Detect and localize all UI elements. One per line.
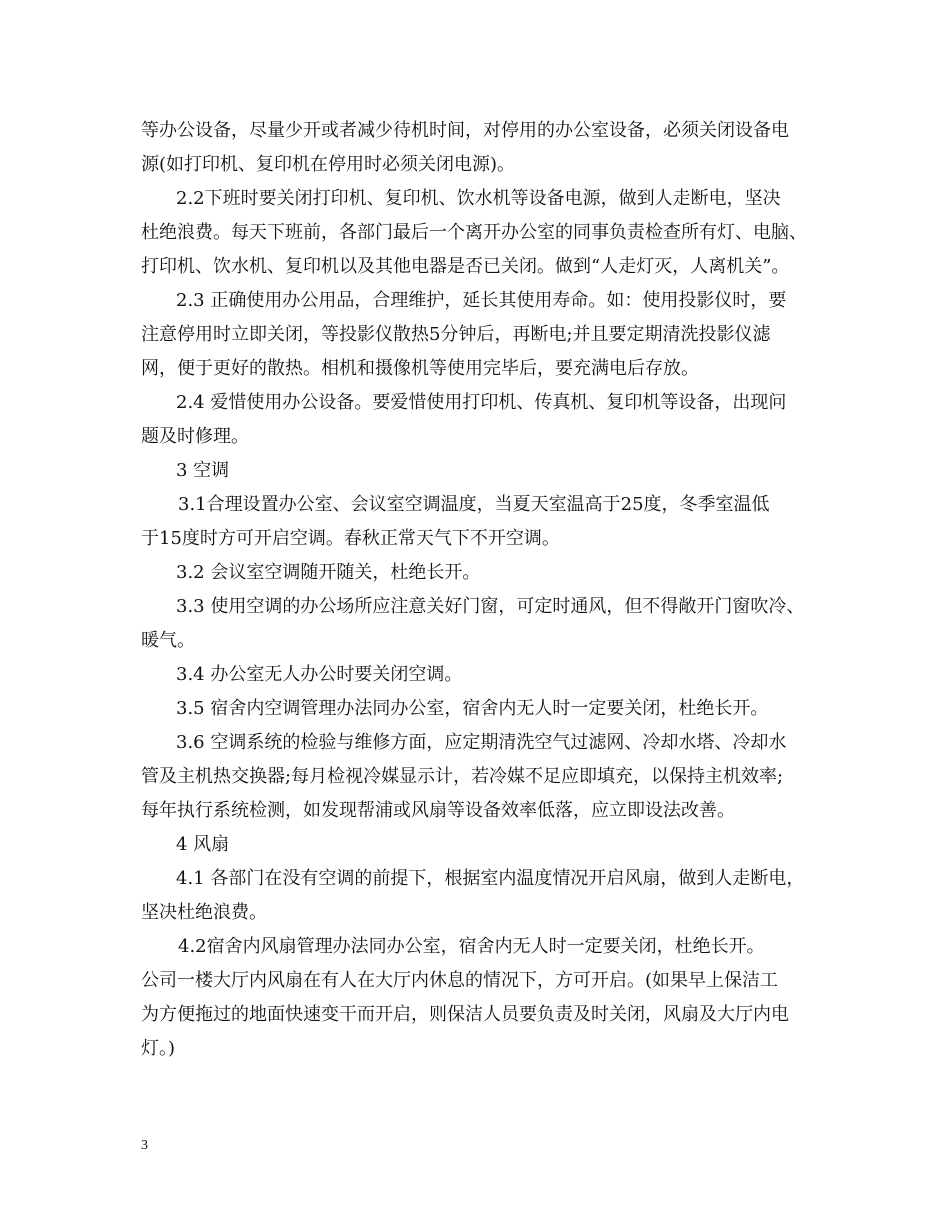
text-line: 源(如打印机、复印机在停用时必须关闭电源)。: [141, 154, 516, 175]
text-line: 打印机、饮水机、复印机以及其他电器是否已关闭。做到“人走灯灭，人离机关”。: [141, 256, 790, 277]
text-line: 3.6 空调系统的检验与维修方面，应定期清洗空气过滤网、冷却水塔、冷却水: [176, 732, 787, 753]
text-line: 3.5 宿舍内空调管理办法同办公室，宿舍内无人时一定要关闭，杜绝长开。: [176, 698, 769, 719]
text-line: 3.2 会议室空调随开随关，杜绝长开。: [176, 562, 481, 583]
text-line: 为方便拖过的地面快速变干而开启，则保洁人员要负责及时关闭，风扇及大厅内电: [141, 1004, 789, 1025]
text-line: 2.4 爱惜使用办公设备。要爱惜使用打印机、传真机、复印机等设备，出现问: [176, 392, 787, 413]
text-line: 每年执行系统检测，如发现帮浦或风扇等设备效率低落，应立即设法改善。: [141, 800, 735, 821]
text-line: 公司一楼大厅内风扇在有人在大厅内休息的情况下，方可开启。(如果早上保洁工: [141, 970, 779, 991]
section-heading: 4 风扇: [176, 834, 230, 855]
text-line: 3.1合理设置办公室、会议室空调温度，当夏天室温高于25度，冬季室温低: [178, 494, 770, 515]
text-line: 等办公设备，尽量少开或者减少待机时间，对停用的办公室设备，必须关闭设备电: [141, 120, 789, 141]
text-line: 3.3 使用空调的办公场所应注意关好门窗，可定时通风，但不得敞开门窗吹冷、: [176, 596, 805, 617]
text-line: 暖气。: [141, 630, 195, 651]
text-line: 管及主机热交换器;每月检视冷媒显示计，若冷媒不足应即填充，以保持主机效率;: [141, 766, 784, 787]
section-heading: 3 空调: [176, 460, 230, 481]
text-line: 4.1 各部门在没有空调的前提下，根据室内温度情况开启风扇，做到人走断电，: [176, 868, 805, 889]
text-line: 网，便于更好的散热。相机和摄像机等使用完毕后，要充满电后存放。: [141, 358, 699, 379]
text-line: 杜绝浪费。每天下班前，各部门最后一个离开办公室的同事负责检查所有灯、电脑、: [141, 222, 807, 243]
text-line: 坚决杜绝浪费。: [141, 902, 267, 923]
text-line: 2.3 正确使用办公用品，合理维护，延长其使用寿命。如：使用投影仪时，要: [176, 290, 787, 311]
text-line: 题及时修理。: [141, 426, 249, 447]
text-line: 注意停用时立即关闭，等投影仪散热5分钟后，再断电;并且要定期清洗投影仪滤: [141, 324, 771, 345]
text-line: 灯。): [141, 1038, 176, 1059]
page-number: 3: [141, 1138, 148, 1153]
text-line: 3.4 办公室无人办公时要关闭空调。: [176, 664, 463, 685]
text-line: 于15度时方可开启空调。春秋正常天气下不开空调。: [141, 528, 560, 549]
text-line: 2.2下班时要关闭打印机、复印机、饮水机等设备电源，做到人走断电，坚决: [176, 188, 781, 209]
text-line: 4.2宿舍内风扇管理办法同办公室，宿舍内无人时一定要关闭，杜绝长开。: [178, 936, 765, 957]
